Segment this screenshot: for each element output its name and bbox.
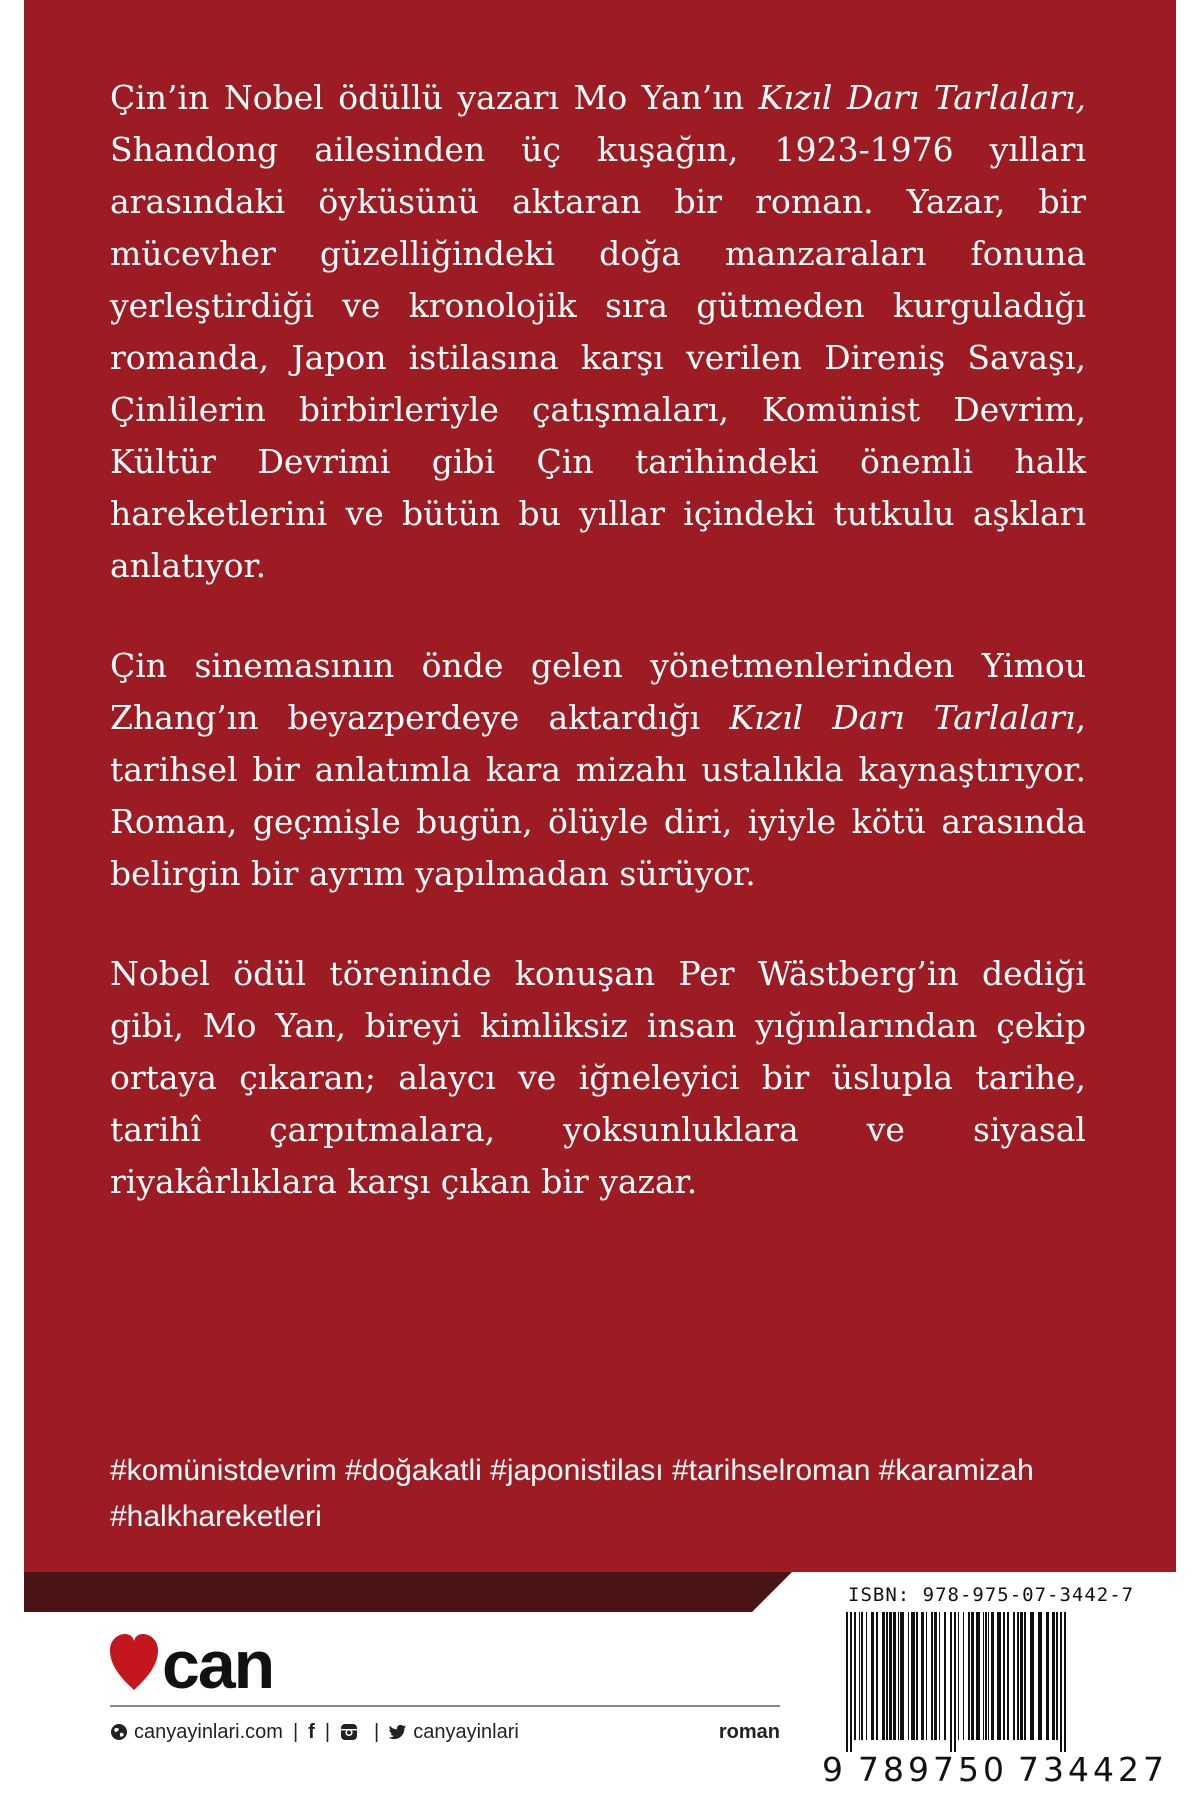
barcode-bar <box>931 1612 933 1740</box>
barcode-bar <box>893 1612 896 1740</box>
blurb-text <box>110 72 1086 1256</box>
barcode-digits <box>822 1750 1168 1789</box>
barcode-bar <box>991 1612 994 1740</box>
barcode-bar <box>908 1612 909 1740</box>
barcode-bar <box>950 1612 952 1752</box>
blurb-paragraph-1: Çin’in Nobel ödüllü yazarı Mo Yan’ın Kızıl Darı Tarlaları, Shandong ailesinden üç kuşağın, 1923-1976 yılları arasındaki öyküsünü aktaran bir roman. Yazar, bir mücevher güzelliğindeki doğa manzaraları fonuna yerleştirdiği ve kronolojik sıra gütmeden kurguladığı romanda, Japon istilasına karşı verilen Direniş Savaşı, Çinlilerin birbirleriyle çatışmaları, Komünist Devrim, Kültür Devrimi gibi Çin tarihindeki önemli halk hareketlerini ve bütün bu yıllar içindeki tutkulu aşkları anlatıyor. <box>110 78 1086 585</box>
barcode-bar <box>1024 1612 1026 1740</box>
social-handle[interactable]: canyayinlari <box>413 1720 519 1743</box>
barcode-group-2: 734427 <box>1017 1750 1168 1789</box>
barcode-bar <box>1060 1612 1062 1752</box>
barcode-bar <box>963 1612 964 1740</box>
barcode-bar <box>971 1612 974 1740</box>
barcode-bar <box>898 1612 899 1740</box>
publisher-footer <box>110 1715 780 1749</box>
barcode-bar <box>1013 1612 1015 1740</box>
can-publisher-logo <box>110 1632 300 1696</box>
barcode-bar <box>926 1612 927 1740</box>
barcode-bar <box>866 1612 867 1740</box>
genre-label: roman <box>718 1720 780 1743</box>
barcode-bar <box>882 1612 885 1740</box>
barcode-bar <box>889 1612 892 1740</box>
barcode-bar <box>1017 1612 1019 1740</box>
barcode-bar <box>1064 1612 1066 1752</box>
dark-stripe <box>24 1572 792 1612</box>
barcode-bar <box>944 1612 946 1740</box>
barcode-bar <box>911 1612 915 1740</box>
barcode-bar <box>850 1612 852 1752</box>
barcode-bar <box>886 1612 888 1740</box>
book-title-italic: Kızıl Darı Tarlaları <box>729 698 1076 737</box>
barcode-bar <box>871 1612 874 1740</box>
footer-divider <box>110 1705 780 1707</box>
barcode-bar <box>1046 1612 1049 1740</box>
hashtags: #komünistdevrim #doğakatli #japonistilası #tarihselroman #karamizah #halkhareketleri <box>110 1454 1034 1533</box>
barcode-bar <box>954 1612 956 1752</box>
barcode-bar <box>1056 1612 1058 1740</box>
barcode-bar <box>859 1612 860 1740</box>
barcode-bar <box>934 1612 937 1740</box>
globe-icon <box>110 1723 128 1741</box>
barcode-bar <box>1020 1612 1023 1740</box>
barcode-bar <box>861 1612 863 1740</box>
barcode-bar <box>968 1612 970 1740</box>
barcode-bar <box>854 1612 856 1740</box>
barcode-lead-digit: 9 <box>822 1750 844 1789</box>
separator: | <box>292 1720 299 1743</box>
separator: | <box>324 1720 331 1743</box>
separator: | <box>374 1720 380 1743</box>
logo-wordmark: can <box>162 1632 274 1696</box>
barcode-bar <box>997 1612 1001 1740</box>
barcode-bar <box>985 1612 987 1740</box>
barcode-bar <box>921 1612 924 1740</box>
heart-icon <box>110 1634 158 1690</box>
barcode-bar <box>876 1612 878 1740</box>
barcode-bar <box>1030 1612 1034 1740</box>
website-link[interactable]: canyayinlari.com <box>134 1720 283 1743</box>
blurb-paragraph-3: Nobel ödül töreninde konuşan Per Wästberg’in dediği gibi, Mo Yan, bireyi kimliksiz insan yığınlarından çekip ortaya çıkaran; alaycı ve iğneleyici bir üslupla tarihe, tarihî çarpıtmalara, yoksunluklara ve siyasal riyakârlıklara karşı çıkan bir yazar. <box>110 954 1086 1201</box>
barcode-bar <box>983 1612 984 1740</box>
barcode-bar <box>988 1612 989 1740</box>
barcode-bars <box>822 1612 1168 1752</box>
barcode-bar <box>939 1612 940 1740</box>
blurb-paragraph-2: Çin sinemasının önde gelen yönetmenlerinden Yimou Zhang’ın beyazperdeye aktardığı Kızıl Darı Tarlaları, tarihsel bir anlatımla kara mizahı ustalıkla kaynaştırıyor. Roman, geçmişle bugün, ölüyle diri, iyiyle kötü arasında belirgin bir ayrım yapılmadan sürüyor. <box>110 646 1086 893</box>
barcode-bar <box>976 1612 980 1740</box>
barcode-bar <box>846 1612 848 1752</box>
barcode-bar <box>1052 1612 1055 1740</box>
isbn-label: ISBN: 978-975-07-3442-7 <box>848 1584 1135 1606</box>
barcode-bar <box>1038 1612 1042 1740</box>
barcode-group-1: 789750 <box>858 1750 1008 1789</box>
instagram-icon[interactable] <box>340 1723 358 1741</box>
book-title-italic: Kızıl Darı Tarlaları, <box>758 78 1086 117</box>
barcode-bar <box>958 1612 959 1740</box>
twitter-icon[interactable] <box>389 1723 407 1741</box>
barcode-bar <box>1007 1612 1009 1740</box>
barcode-bar <box>1003 1612 1005 1740</box>
barcode-bar <box>900 1612 904 1740</box>
barcode-bar <box>916 1612 918 1740</box>
facebook-icon[interactable]: f <box>308 1720 315 1743</box>
